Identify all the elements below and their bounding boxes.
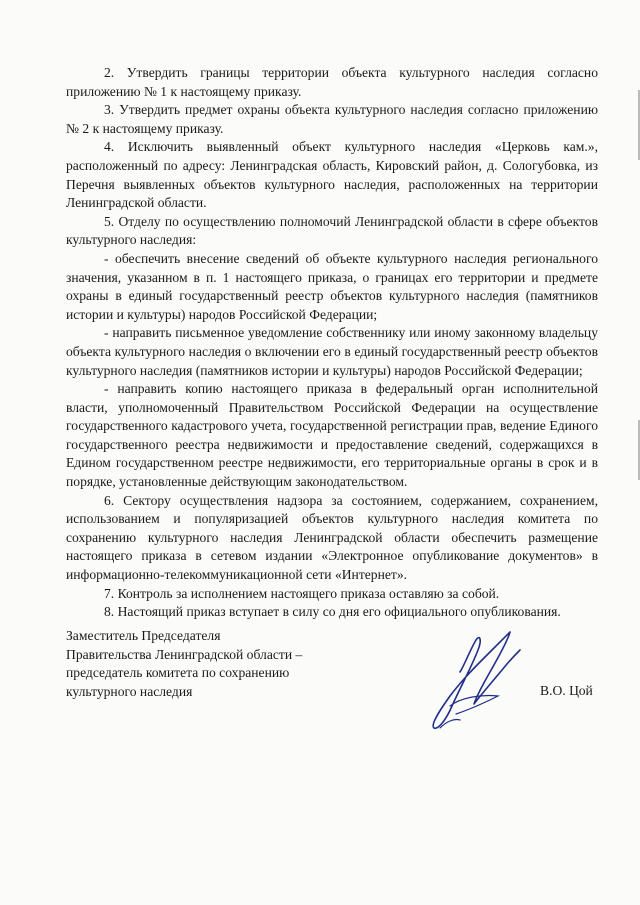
position-line: культурного наследия xyxy=(66,683,193,699)
handwritten-signature xyxy=(420,610,530,740)
paragraph-6: 6. Сектору осуществления надзора за состоянием, содержанием, сохранением, использованием и популяризацией объектов культурного наследия комитета по сохранению культурного наследия Ленинградской области обеспечить размещение настоящего приказа в сетевом издании «Электронное опубликование документов» в информационно-телекоммуникационной сети «Интернет». xyxy=(66,492,598,583)
paragraph-3: 3. Утвердить предмет охраны объекта культурного наследия согласно приложению № 2 к настоящему приказу. xyxy=(66,102,598,136)
position-line: председатель комитета по сохранению xyxy=(66,665,290,681)
paragraph-5-item-2: - направить письменное уведомление собственнику или иному законному владельцу объекта культурного наследия о включении его в единый государственный реестр объектов культурного наследия (памятников истории и культуры) народов Российской Федерации; xyxy=(66,325,598,378)
paragraph-7: 7. Контроль за исполнением настоящего приказа оставляю за собой. xyxy=(104,585,500,601)
order-body xyxy=(66,64,598,622)
paragraph-5-item-1: - обеспечить внесение сведений об объекте культурного наследия регионального значения, указанном в п. 1 настоящего приказа, о границах его территории и предмете охраны в единый государственный реестр объектов культурного наследия (памятников истории и культуры) народов Российской Федерации; xyxy=(66,250,598,322)
paragraph-2: 2. Утвердить границы территории объекта культурного наследия согласно приложению № 1 к настоящему приказу. xyxy=(66,65,598,99)
position-line: Правительства Ленинградской области – xyxy=(66,646,303,662)
paragraph-5: 5. Отделу по осуществлению полномочий Ленинградской области в сфере объектов культурного наследия: xyxy=(66,213,598,248)
signer-name: В.О. Цой xyxy=(540,683,593,698)
paragraph-5-item-3: - направить копию настоящего приказа в федеральный орган исполнительной власти, уполномоченный Правительством Российской Федерации на осуществление государственного кадастрового учета, государственной регистрации прав, ведение Единого государственного реестра недвижимости и предоставление сведений, содержащихся в Едином государственном реестре недвижимости, его территориальные органы в срок и в порядке, установленные действующим законодательством. xyxy=(66,381,598,490)
paragraph-8: 8. Настоящий приказ вступает в силу со дня его официального опубликования. xyxy=(104,604,561,620)
signer-position xyxy=(66,627,366,701)
position-line: Заместитель Председателя xyxy=(66,628,221,643)
paragraph-4: 4. Исключить выявленный объект культурного наследия «Церковь кам.», расположенный по адресу: Ленинградская область, Кировский район, д. Сологубовка, из Перечня выявленных объектов культурного наследия, расположенных на территории Ленинградской области. xyxy=(66,139,598,211)
